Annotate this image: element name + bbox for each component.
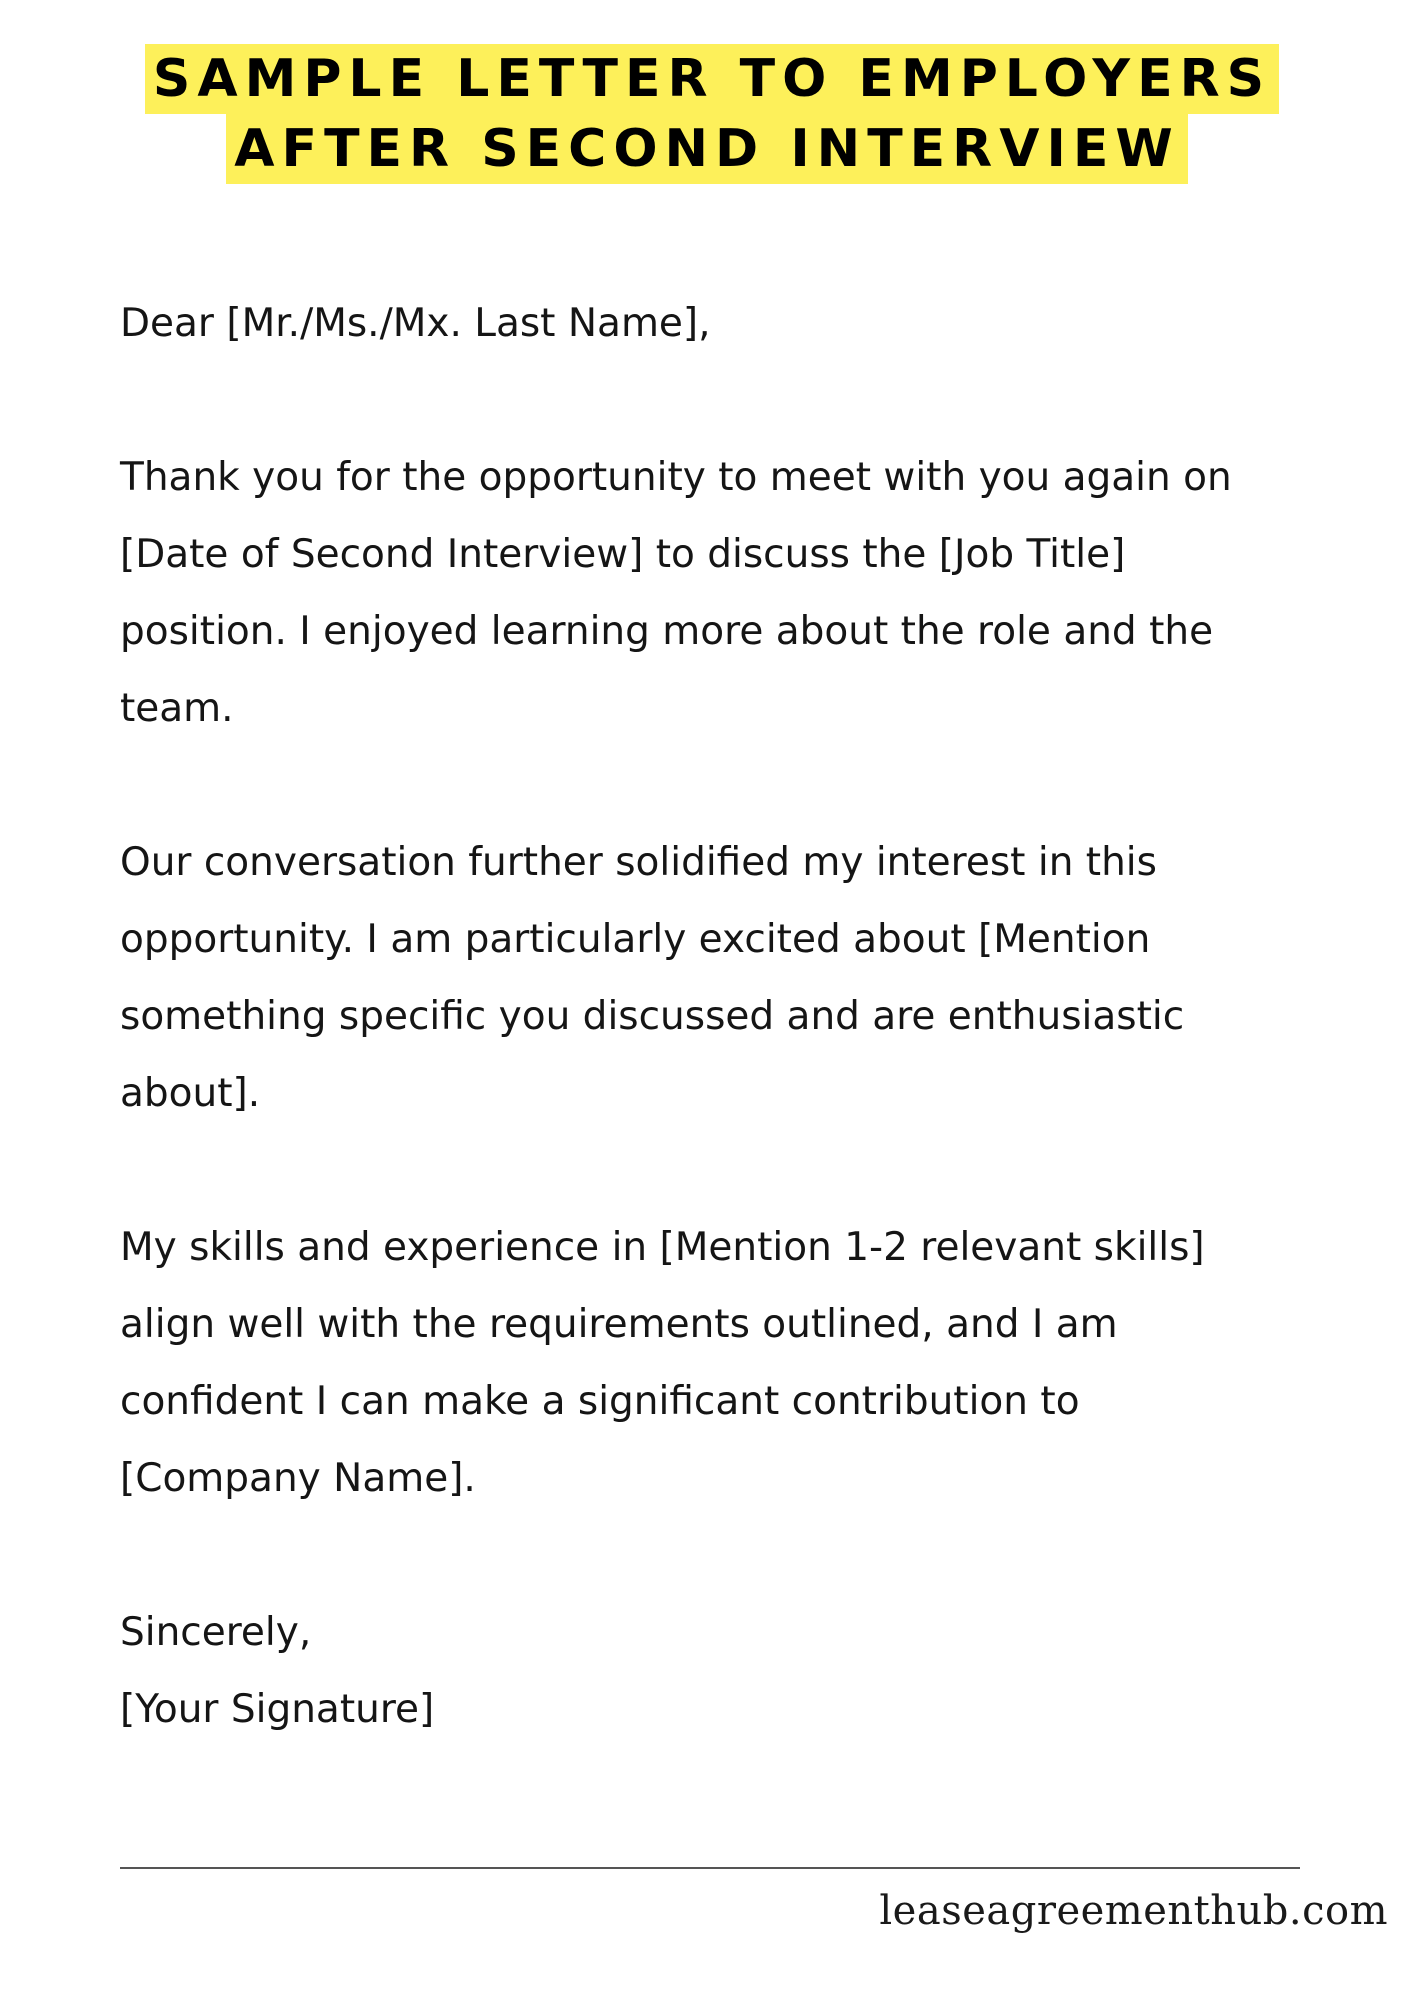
title-line-2: AFTER SECOND INTERVIEW [226,114,1187,184]
page-title [0,44,1414,184]
paragraph-thank-you: Thank you for the opportunity to meet with you again on [Date of Second Interview] to discuss the [Job Title] position. I enjoyed learning more about the role and the team. [120,455,1232,731]
footer-divider [120,1867,1300,1869]
salutation: Dear [Mr./Ms./Mx. Last Name], [120,301,711,346]
paragraph-skills: My skills and experience in [Mention 1-2 relevant skills] align well with the requirements outlined, and I am confident I can make a significant contribution to [Company Name]. [120,1225,1205,1501]
website-watermark: leaseagreementhub.com [879,1888,1388,1934]
closing-signature: Sincerely, [Your Signature] [120,1610,435,1732]
title-line-1: SAMPLE LETTER TO EMPLOYERS [145,44,1279,114]
letter-body [120,285,1350,1748]
paragraph-interest: Our conversation further solidified my interest in this opportunity. I am particularly excited about [Mention something specific you discussed and are enthusiastic about]. [120,840,1185,1116]
